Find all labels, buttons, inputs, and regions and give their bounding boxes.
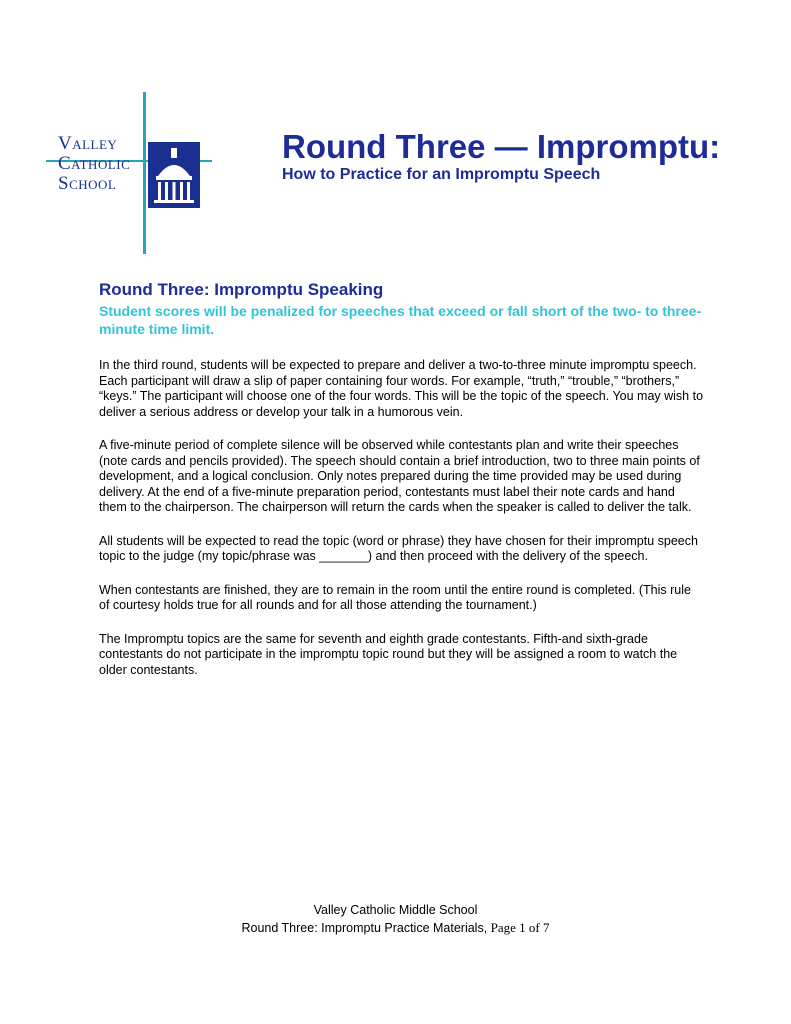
footer-school-name: Valley Catholic Middle School [313, 903, 478, 917]
logo-line-1: Valley [58, 133, 118, 154]
paragraph-grade-levels: The Impromptu topics are the same for seventh and eighth grade contestants. Fifth-and sixth-grade contestants do not participate in the impromptu topic round but they will be assigned a room to watch the older contestants. [99, 631, 678, 677]
section-heading: Round Three: Impromptu Speaking [99, 280, 384, 299]
logo-wordmark [58, 134, 144, 194]
paragraph-topic-selection: In the third round, students will be expected to prepare and deliver a two-to-three minute impromptu speech. Each participant will draw a slip of paper containing four words. For example, “truth,” “trouble,” “brothers,” “keys.” The participant will choose one of the four words. This will be the topic of the speech. You may wish to deliver a serious address or develop your talk in a humorous vein. [99, 358, 704, 419]
content-section [99, 280, 704, 678]
time-limit-note: Student scores will be penalized for speeches that exceed or fall short of the two- to three-minute time limit. [99, 303, 702, 337]
paragraph-preparation: A five-minute period of complete silence will be observed while contestants plan and write their speeches (note cards and pencils provided). The speech should contain a brief introduction, two to three main points of development, and a logical conclusion. Only notes prepared during the time provided may be used during delivery. At the end of a five-minute preparation period, contestants must label their note cards and hand them to the chairperson. The chairperson will return the cards when the speaker is called to deliver the talk. [99, 438, 700, 514]
logo-line-3: School [58, 173, 117, 194]
dome-building-icon [148, 142, 200, 208]
logo-line-2: Catholic [58, 153, 131, 174]
page-subtitle: How to Practice for an Impromptu Speech [282, 166, 601, 183]
footer-page-number: Page 1 of 7 [490, 920, 550, 935]
school-logo [46, 92, 216, 254]
footer-document-line [0, 919, 791, 937]
footer-document-title: Round Three: Impromptu Practice Materials, [241, 921, 491, 935]
page-title: Round Three — Impromptu: [282, 128, 721, 165]
paragraph-delivery: All students will be expected to read the topic (word or phrase) they have chosen for their impromptu speech topic to the judge (my topic/phrase was _______) and then proceed with the delivery of the speech. [99, 533, 698, 563]
page-footer [0, 902, 791, 937]
paragraph-courtesy: When contestants are finished, they are to remain in the room until the entire round is completed. (This rule of courtesy holds true for all rounds and for all those attending the tournament.) [99, 582, 691, 612]
